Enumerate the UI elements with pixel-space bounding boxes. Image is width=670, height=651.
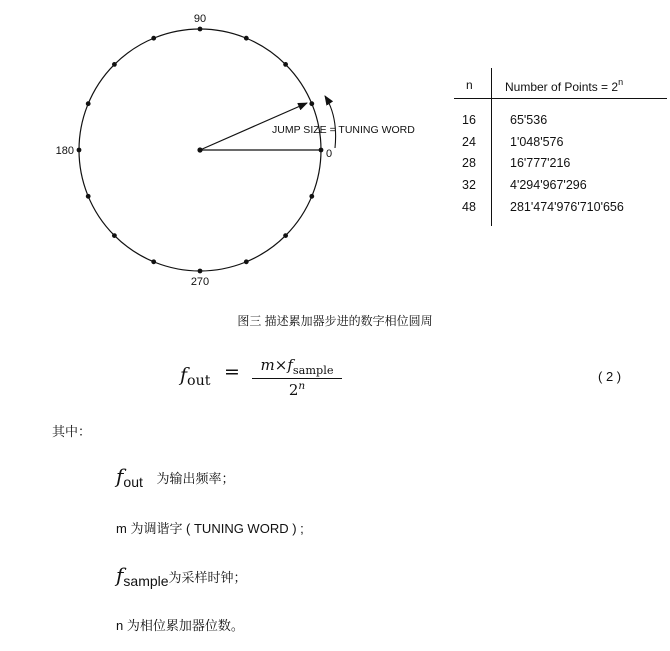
phase-point — [77, 148, 82, 153]
phase-point — [309, 101, 314, 106]
formula-fraction — [252, 356, 342, 401]
equation-number: ( 2 ) — [598, 369, 622, 384]
header-points-text: Number of Points = 2 — [505, 80, 619, 94]
phase-point — [309, 194, 314, 199]
angle-label-180: 180 — [55, 145, 74, 157]
row-points: 16'777'216 — [510, 156, 571, 170]
phase-point — [198, 269, 203, 274]
definition-fsample: fsample为采样时钟； — [116, 563, 247, 589]
angle-label-270: 270 — [190, 276, 210, 288]
phase-point — [283, 62, 288, 67]
phase-point — [86, 194, 91, 199]
rotation-arrow — [325, 96, 336, 148]
formula-equals: = — [224, 361, 240, 383]
jump-size-label: JUMP SIZE = TUNING WORD — [272, 124, 415, 136]
phase-point — [86, 101, 91, 106]
row-n: 28 — [462, 156, 476, 170]
phase-point — [244, 36, 249, 41]
row-points: 1'048'576 — [510, 135, 564, 149]
phase-point — [244, 259, 249, 264]
phase-point — [283, 233, 288, 238]
fraction-bar — [252, 378, 342, 379]
phase-point — [151, 259, 156, 264]
angle-label-0: 0 — [326, 148, 333, 160]
table-row — [452, 178, 667, 200]
definition-n: n 为相位累加器位数。 — [116, 618, 244, 633]
phase-point — [112, 62, 117, 67]
row-n: 32 — [462, 178, 476, 192]
table-row — [452, 200, 667, 222]
row-n: 24 — [462, 135, 476, 149]
angle-label-90: 90 — [193, 13, 207, 25]
row-points: 281'474'976'710'656 — [510, 200, 624, 214]
phase-point — [198, 27, 203, 32]
formula-numerator: $m\times f_{sample}$ — [260, 356, 334, 377]
formula-lhs: $f_{out}$ — [180, 364, 211, 389]
table-row — [452, 135, 667, 157]
row-n: 16 — [462, 113, 476, 127]
phase-point — [112, 233, 117, 238]
phase-point — [151, 36, 156, 41]
row-n: 48 — [462, 200, 476, 214]
table-header-rule — [454, 98, 667, 99]
definitions-intro: 其中： — [52, 424, 92, 439]
header-points-exponent: n — [618, 77, 624, 87]
header-points — [505, 78, 623, 94]
row-points: 4'294'967'296 — [510, 178, 587, 192]
table-row — [452, 156, 667, 178]
definition-fout: fout 为输出频率； — [116, 464, 235, 490]
formula-denominator: 2$^n$ — [288, 380, 306, 399]
row-points: 65'536 — [510, 113, 548, 127]
header-n: n — [466, 78, 473, 92]
points-table — [452, 68, 667, 226]
table-row — [452, 113, 667, 135]
phase-wheel-diagram — [0, 0, 450, 300]
definition-m: m 为调谐字 ( TUNING WORD ) ; — [116, 521, 304, 536]
figure-caption: 图三 描述累加器步进的数字相位圆周 — [237, 314, 433, 328]
